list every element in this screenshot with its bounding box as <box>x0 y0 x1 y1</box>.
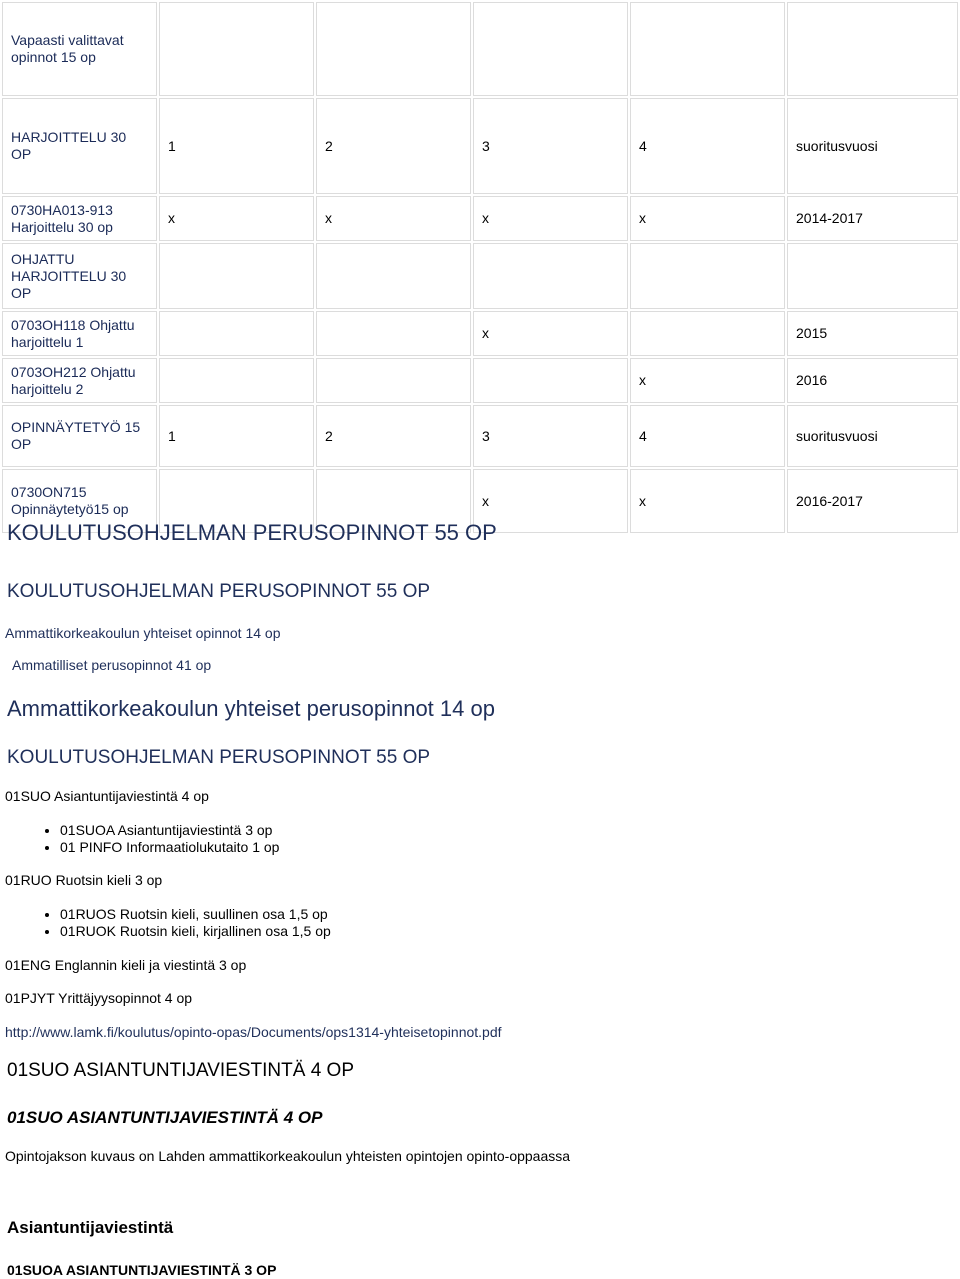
year-col-3: 3 <box>473 98 628 194</box>
heading-yhteiset-perusopinnot: Ammattikorkeakoulun yhteiset perusopinnot 14 op <box>7 696 495 721</box>
year-col-1: 1 <box>159 405 314 467</box>
heading-perusopinnot-1: KOULUTUSOHJELMAN PERUSOPINNOT 55 OP <box>7 520 497 545</box>
mark-cell: x <box>473 311 628 356</box>
list-item: • 01SUOA Asiantuntijaviestintä 3 op <box>60 822 279 839</box>
list-item: • 01 PINFO Informaatiolukutaito 1 op <box>60 839 279 856</box>
ops-pdf-link[interactable]: http://www.lamk.fi/koulutus/opinto-opas/Documents/ops1314-yhteisetopinnot.pdf <box>5 1024 502 1040</box>
mark-cell: x <box>316 196 471 241</box>
ohjattu-course-2: 0703OH212 Ohjattu harjoittelu 2 <box>2 358 157 403</box>
ohjattu-header: OHJATTU HARJOITTELU 30 OP <box>2 243 157 309</box>
heading-perusopinnot-2: KOULUTUSOHJELMAN PERUSOPINNOT 55 OP <box>7 581 431 602</box>
course-pjyt: 01PJYT Yrittäjyysopinnot 4 op <box>5 990 193 1006</box>
heading-perusopinnot-3: KOULUTUSOHJELMAN PERUSOPINNOT 55 OP <box>7 747 431 768</box>
year-col-3: 3 <box>473 405 628 467</box>
year-cell: 2016-2017 <box>787 469 958 533</box>
opinnaytetyo-course: 0730ON715 Opinnäytetyö15 op <box>2 469 157 533</box>
mark-cell: x <box>159 196 314 241</box>
year-cell: 2015 <box>787 311 958 356</box>
mark-cell: x <box>473 196 628 241</box>
course-suo: 01SUO Asiantuntijaviestintä 4 op <box>5 788 209 804</box>
year-col-suoritusvuosi: suoritusvuosi <box>787 98 958 194</box>
mark-cell: x <box>630 358 785 403</box>
year-cell: 2014-2017 <box>787 196 958 241</box>
course-ruo: 01RUO Ruotsin kieli 3 op <box>5 872 163 888</box>
heading-asiantuntijaviestinta: Asiantuntijaviestintä <box>7 1218 174 1237</box>
vapaasti-title: Vapaasti valittavat opinnot 15 op <box>2 2 157 96</box>
suo-sublist <box>40 822 279 856</box>
ruo-sublist <box>40 906 331 940</box>
ohjattu-course-1: 0703OH118 Ohjattu harjoittelu 1 <box>2 311 157 356</box>
year-col-suoritusvuosi: suoritusvuosi <box>787 405 958 467</box>
course-eng: 01ENG Englannin kieli ja viestintä 3 op <box>5 957 247 973</box>
list-item: • 01RUOS Ruotsin kieli, suullinen osa 1,5 op <box>60 906 331 923</box>
curriculum-table <box>0 0 960 535</box>
link-yhteiset-opinnot[interactable]: Ammattikorkeakoulun yhteiset opinnot 14 op <box>5 625 281 641</box>
year-col-2: 2 <box>316 405 471 467</box>
year-cell: 2016 <box>787 358 958 403</box>
year-col-1: 1 <box>159 98 314 194</box>
mark-cell: x <box>630 469 785 533</box>
kuvaus-text: Opintojakson kuvaus on Lahden ammattikorkeakoulun yhteisten opintojen opinto-oppaassa <box>5 1148 571 1164</box>
heading-suo: 01SUO ASIANTUNTIJAVIESTINTÄ 4 OP <box>7 1060 355 1081</box>
year-col-2: 2 <box>316 98 471 194</box>
harjoittelu-header: HARJOITTELU 30 OP <box>2 98 157 194</box>
heading-suoa: 01SUOA ASIANTUNTIJAVIESTINTÄ 3 OP <box>7 1262 277 1278</box>
year-col-4: 4 <box>630 98 785 194</box>
heading-suo-italic: 01SUO ASIANTUNTIJAVIESTINTÄ 4 OP <box>7 1108 323 1127</box>
list-item: • 01RUOK Ruotsin kieli, kirjallinen osa 1,5 op <box>60 923 331 940</box>
mark-cell: x <box>473 469 628 533</box>
opinnaytetyo-header: OPINNÄYTETYÖ 15 OP <box>2 405 157 467</box>
year-col-4: 4 <box>630 405 785 467</box>
harjoittelu-course: 0730HA013-913 Harjoittelu 30 op <box>2 196 157 241</box>
link-ammatilliset[interactable]: Ammatilliset perusopinnot 41 op <box>12 657 212 673</box>
mark-cell: x <box>630 196 785 241</box>
